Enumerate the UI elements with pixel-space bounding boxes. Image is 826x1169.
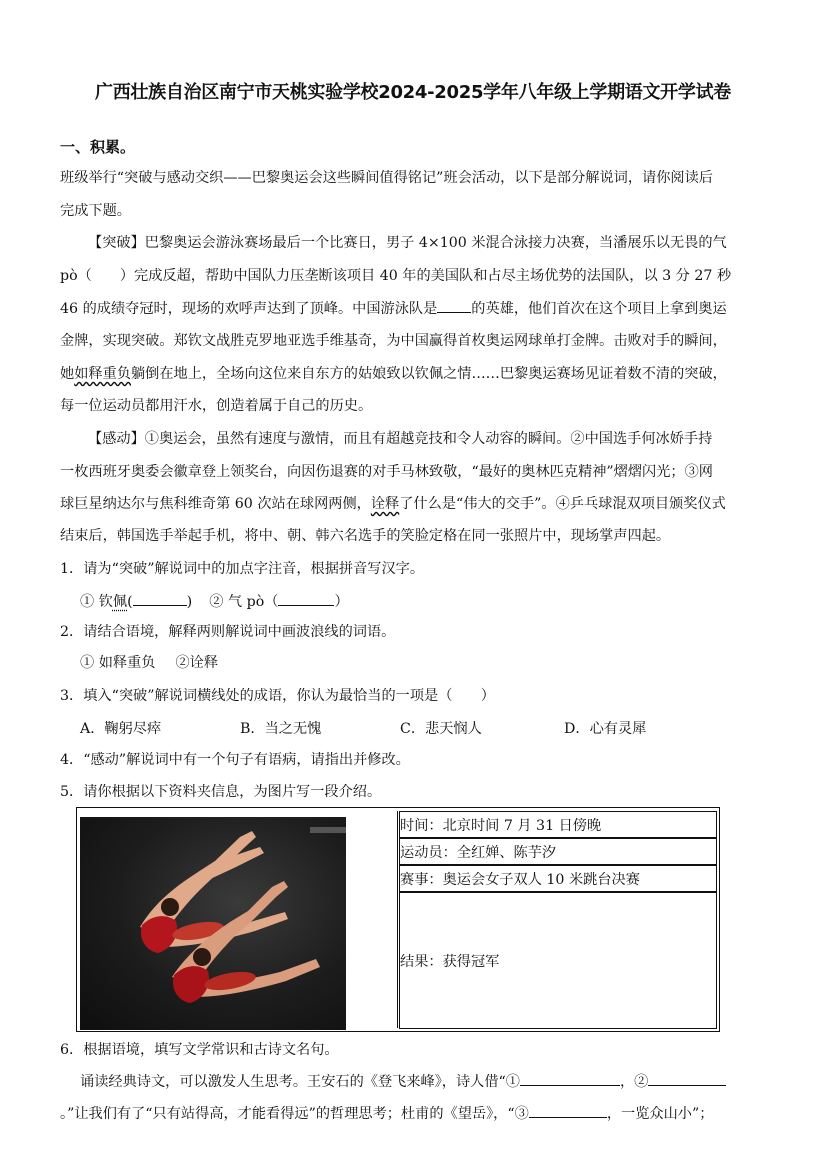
q2-item-b: ②诠释 xyxy=(175,655,219,671)
page-title: 广西壮族自治区南宁市天桃实验学校2024-2025学年八年级上学期语文开学试卷 xyxy=(95,82,731,103)
tupo-line-2 xyxy=(60,266,768,286)
divers-illustration xyxy=(80,817,346,1030)
q1-item-a-label: ① 钦 xyxy=(80,594,113,610)
wavy-word-rushifuzhong: 如释重负 xyxy=(74,366,131,382)
question-2: 2．请结合语境，解释两则解说词中画波浪线的词语。 xyxy=(60,624,396,640)
q1-item-a-open: ( xyxy=(127,594,133,610)
intro-line-1: 班级举行“突破与感动交织——巴黎奥运会这些瞬间值得铭记”班会活动，以下是部分解说词，请你阅读后 xyxy=(60,170,713,186)
poem-blank-1[interactable] xyxy=(520,1071,620,1086)
question-1-items xyxy=(80,591,788,612)
photo-cell xyxy=(80,811,398,1028)
dotted-char-pei: 佩 xyxy=(112,594,128,610)
pinyin-text: pò（ xyxy=(60,268,92,284)
tupo-line-5-text-b: 躺倒在地上，全场向这位来自东方的姑娘致以钦佩之情……巴黎奥运赛场见证着数不清的突破， xyxy=(130,366,727,382)
gandong-line-3-text-a: 球巨星纳达尔与焦科维奇第 60 次站在球网两侧， xyxy=(60,496,371,512)
q1-item-a-close: ) xyxy=(186,594,193,610)
intro-line-2: 完成下题。 xyxy=(60,203,131,219)
info-time: 时间：北京时间 7 月 31 日傍晚 xyxy=(399,811,717,838)
q6-line-2 xyxy=(60,1103,768,1124)
q3-option-b[interactable]: B．当之无愧 xyxy=(240,721,322,737)
question-4: 4．“感动”解说词中有一个句子有语病，请指出并修改。 xyxy=(60,752,410,768)
gandong-line-3-text-b: 了什么是“伟大的交手”。④乒乓球混双项目颁奖仪式 xyxy=(399,496,726,512)
tupo-line-5 xyxy=(60,364,768,384)
gandong-line-3 xyxy=(60,494,768,514)
q1-item-b-close: ） xyxy=(334,594,349,610)
idiom-blank[interactable] xyxy=(437,298,471,313)
question-6: 6．根据语境，填写文学常识和古诗文名句。 xyxy=(60,1042,339,1058)
poem-blank-2[interactable] xyxy=(648,1071,726,1086)
poem-blank-3[interactable] xyxy=(529,1103,607,1118)
gandong-line-4: 结束后，韩国选手举起手机，将中、朝、韩六名选手的笑脸定格在同一张照片中，现场掌声四起。 xyxy=(60,528,671,544)
q6-line-1-text-b: ，② xyxy=(619,1074,649,1090)
tupo-line-1: 【突破】巴黎奥运会游泳赛场最后一个比赛日，男子 4×100 米混合泳接力决赛，当潘展乐以无畏的气 xyxy=(88,235,727,251)
q1-item-b-label: ② 气 pò（ xyxy=(209,594,279,610)
q2-item-a: ① 如释重负 xyxy=(80,655,156,671)
q6-line-2-text-b: ，一览众山小”； xyxy=(606,1106,714,1122)
tupo-line-6: 每一位运动员都用汗水，创造着属于自己的历史。 xyxy=(60,398,373,414)
q6-line-1 xyxy=(80,1071,768,1092)
q3-option-d[interactable]: D．心有灵犀 xyxy=(564,721,647,737)
q3-option-a[interactable]: A．鞠躬尽瘁 xyxy=(80,721,162,737)
tupo-line-3-text-a: 46 的成绩夺冠时，现场的欢呼声达到了顶峰。中国游泳队是 xyxy=(60,301,438,317)
info-event: 赛事：奥运会女子双人 10 米跳台决赛 xyxy=(399,865,717,892)
q6-line-2-text-a: 。”让我们有了“只有站得高，才能看得远”的哲理思考；杜甫的《望岳》，“③ xyxy=(60,1106,529,1122)
diving-photo xyxy=(80,817,346,1030)
tupo-line-3 xyxy=(60,298,768,319)
info-table xyxy=(76,807,720,1032)
info-athletes: 运动员：全红婵、陈芋汐 xyxy=(399,838,717,865)
question-5: 5．请你根据以下资料夹信息，为图片写一段介绍。 xyxy=(60,784,382,800)
question-1: 1．请为“突破”解说词中的加点字注音，根据拼音写汉字。 xyxy=(60,561,425,577)
tupo-line-3-text-b: 的英雄，他们首次在这个项目上拿到奥运 xyxy=(471,301,727,317)
gandong-line-2: 一枚西班牙奥委会徽章登上领奖台，向因伤退赛的对手马林致敬，“最好的奥林匹克精神”熠熠闪光；③网 xyxy=(60,464,713,480)
gandong-line-1: 【感动】①奥运会，虽然有速度与激情，而且有超越竞技和令人动容的瞬间。②中国选手何冰娇手持 xyxy=(88,431,713,447)
wavy-word-quanshi: 诠释 xyxy=(370,496,400,512)
tupo-line-5-text-a: 她 xyxy=(60,366,75,382)
question-2-items xyxy=(80,653,788,673)
section-heading: 一、积累。 xyxy=(60,138,136,156)
tupo-line-4: 金牌，实现突破。郑钦文战胜克罗地亚选手维基奇，为中国赢得首枚奥运网球单打金牌。击败对手的瞬间， xyxy=(60,333,727,349)
question-3: 3．填入“突破”解说词横线处的成语，你认为最恰当的一项是（ ） xyxy=(60,688,495,704)
q3-option-c[interactable]: C．悲天悯人 xyxy=(400,721,482,737)
tupo-line-2-text: ）完成反超，帮助中国队力压垄断该项目 40 年的美国队和占尽主场优势的法国队，以 3 分 27 秒 xyxy=(119,268,732,284)
info-result: 结果：获得冠军 xyxy=(399,892,717,1029)
answer-blank-q1b[interactable] xyxy=(278,591,334,606)
q6-line-1-text-a: 诵读经典诗文，可以激发人生思考。王安石的《登飞来峰》，诗人借“① xyxy=(80,1074,520,1090)
answer-blank-q1a[interactable] xyxy=(133,591,187,606)
